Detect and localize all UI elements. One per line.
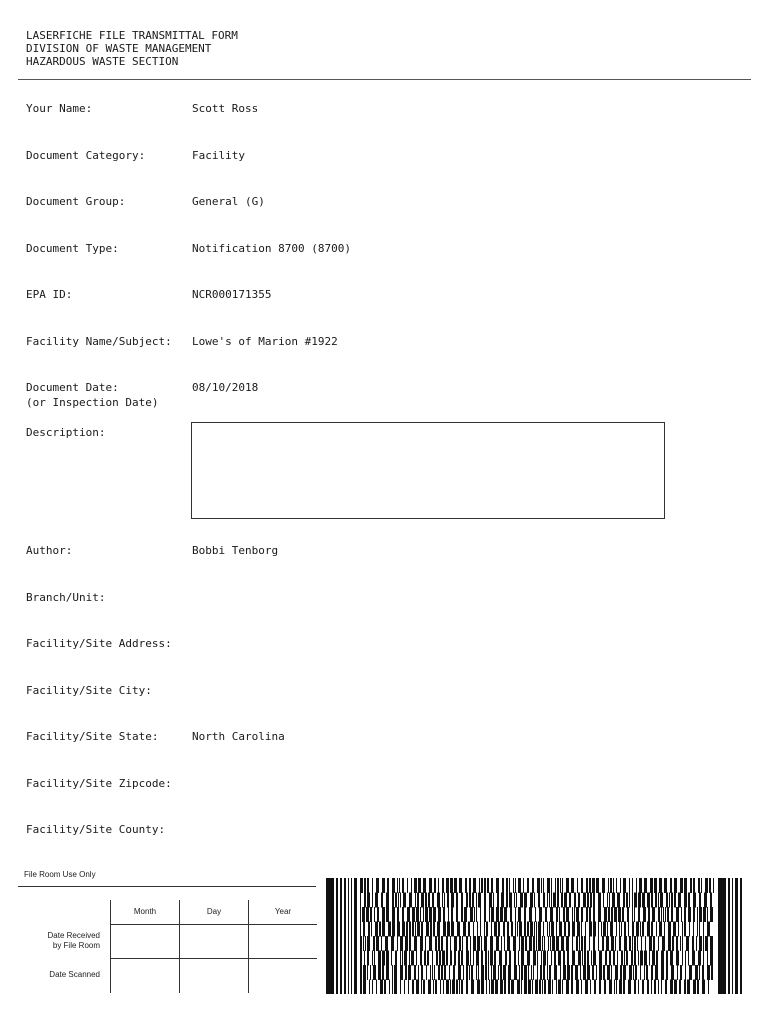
document-type-value: Notification 8700 (8700)	[192, 242, 351, 255]
date-received-month-cell	[111, 924, 180, 958]
file-room-table	[20, 900, 317, 993]
date-received-label: Date Received by File Room	[47, 931, 100, 950]
site-zipcode-label: Facility/Site Zipcode:	[26, 777, 172, 790]
column-header-month: Month	[111, 900, 180, 924]
epa-id-value: NCR000171355	[192, 288, 272, 301]
epa-id-label: EPA ID:	[26, 288, 73, 301]
barcode-image	[326, 878, 742, 994]
header-title: LASERFICHE FILE TRANSMITTAL FORM	[26, 29, 238, 42]
document-category-value: Facility	[192, 149, 245, 162]
header-divider	[18, 79, 751, 80]
your-name-label: Your Name:	[26, 102, 93, 115]
facility-name-label: Facility Name/Subject:	[26, 335, 172, 348]
header-section: HAZARDOUS WASTE SECTION	[26, 55, 179, 68]
description-label: Description:	[26, 426, 106, 439]
date-received-year-cell	[249, 924, 318, 958]
file-room-divider	[18, 886, 316, 887]
site-state-value: North Carolina	[192, 730, 285, 743]
document-category-label: Document Category:	[26, 149, 146, 162]
your-name-value: Scott Ross	[192, 102, 259, 115]
document-date-value: 08/10/2018	[192, 381, 259, 394]
document-type-label: Document Type:	[26, 242, 119, 255]
column-header-year: Year	[249, 900, 318, 924]
header-division: DIVISION OF WASTE MANAGEMENT	[26, 42, 212, 55]
site-address-label: Facility/Site Address:	[26, 637, 172, 650]
document-date-label: Document Date:	[26, 381, 119, 394]
author-value: Bobbi Tenborg	[192, 544, 279, 557]
form-header	[26, 29, 238, 68]
branch-unit-label: Branch/Unit:	[26, 591, 106, 604]
site-city-label: Facility/Site City:	[26, 684, 152, 697]
date-received-day-cell	[180, 924, 249, 958]
document-group-label: Document Group:	[26, 195, 126, 208]
date-scanned-year-cell	[249, 958, 318, 993]
column-header-day: Day	[180, 900, 249, 924]
site-state-label: Facility/Site State:	[26, 730, 159, 743]
file-room-title: File Room Use Only	[24, 870, 96, 879]
author-label: Author:	[26, 544, 73, 557]
facility-name-value: Lowe's of Marion #1922	[192, 335, 338, 348]
document-date-sublabel: (or Inspection Date)	[26, 396, 159, 409]
date-scanned-label: Date Scanned	[49, 970, 100, 980]
date-scanned-month-cell	[111, 958, 180, 993]
site-county-label: Facility/Site County:	[26, 823, 166, 836]
date-scanned-day-cell	[180, 958, 249, 993]
description-box	[191, 422, 665, 519]
document-group-value: General (G)	[192, 195, 265, 208]
